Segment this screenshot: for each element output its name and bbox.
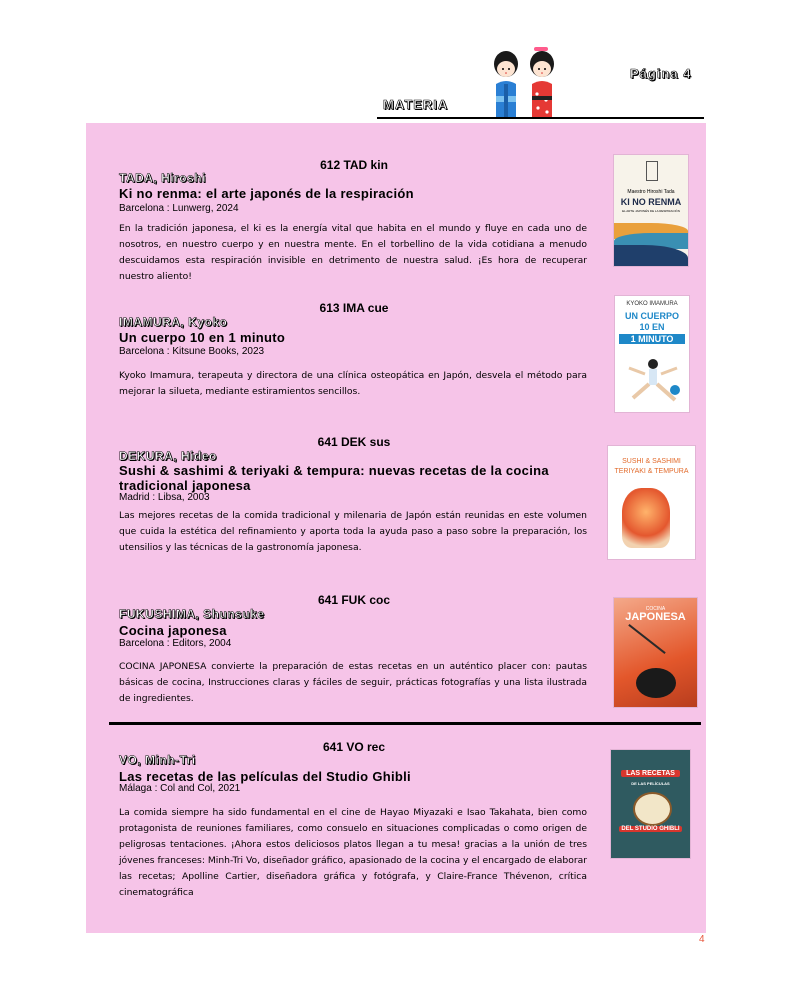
cover-text: Maestro Hiroshi Tada xyxy=(627,189,675,195)
publication-info: Madrid : Libsa, 2003 xyxy=(119,492,210,503)
cover-text: COCINA xyxy=(645,606,666,612)
call-number: 641 FUK coc xyxy=(317,593,391,607)
book-summary: Kyoko Imamura, terapeuta y directora de una clínica osteopática en Japón, desvela el método para mejorar la silueta, mediante estiramientos sencillos. xyxy=(119,370,587,397)
publication-info: Barcelona : Lunwerg, 2024 xyxy=(119,203,239,214)
section-divider xyxy=(109,722,701,725)
book-cover xyxy=(608,446,695,559)
kokeshi-dolls-illustration xyxy=(488,44,564,120)
page-number: 4 xyxy=(699,934,705,945)
publication-info: Barcelona : Editors, 2004 xyxy=(119,638,232,649)
stretching-figure-illustration xyxy=(623,356,683,408)
call-number: 613 IMA cue xyxy=(319,301,389,315)
publication-info: Málaga : Col and Col, 2021 xyxy=(119,783,241,794)
kokeshi-doll-blue xyxy=(494,51,518,118)
call-number: 612 TAD kin xyxy=(320,158,388,172)
cover-text: UN CUERPO xyxy=(624,311,679,321)
kokeshi-doll-red xyxy=(530,47,554,118)
cover-text: KYOKO IMAMURA xyxy=(626,301,678,307)
cover-text: 10 EN xyxy=(639,322,665,332)
book-cover xyxy=(611,750,690,858)
book-summary: En la tradición japonesa, el ki es la energía vital que habita en el mundo y fluye en cada uno de nosotros, en nuestro cuerpo y en nuestra mente. En el torbellino de la vida cotidiana a menudo descuidamos esta respiración invisible en detrimento de nuestra salud. ¡Es hora de recuperar nuestro aliento! xyxy=(119,223,587,282)
cover-text: 1 MINUTO xyxy=(619,334,685,344)
book-title: Un cuerpo 10 en 1 minuto xyxy=(119,330,286,345)
cover-text: JAPONESA xyxy=(625,611,686,623)
author-name: DEKURA, Hideo xyxy=(119,449,217,463)
book-title: Las recetas de las películas del Studio Ghibli xyxy=(119,769,411,784)
cover-text: DEL STUDIO GHIBLI xyxy=(619,826,682,832)
section-heading: MATERIA xyxy=(383,97,449,112)
cover-text: SUSHI & SASHIMI xyxy=(622,458,681,465)
call-number: 641 VO rec xyxy=(322,740,386,754)
author-name: TADA, Hiroshi xyxy=(119,171,206,185)
book-summary: Las mejores recetas de la comida tradicional y milenaria de Japón están reunidas en este volumen que cuida la estética del refinamiento y aporta toda la ayuda paso a paso sobre la preparación, los utensilios y las técnicas de la gastronomía japonesa. xyxy=(119,510,587,553)
author-name: VO, Minh-Tri xyxy=(119,753,196,767)
book-summary: COCINA JAPONESA convierte la preparación de estas recetas en un auténtico placer con: pautas básicas de cocina, Instrucciones claras y fáciles de seguir, prácticas fotografías y una lista ilustrada de ingredientes. xyxy=(119,661,587,704)
cover-text: DE LAS PELÍCULAS xyxy=(631,781,670,786)
header-rule xyxy=(377,117,704,119)
book-cover xyxy=(615,296,689,412)
cover-text: KI NO RENMA xyxy=(620,197,682,207)
author-name: FUKUSHIMA, Shunsuke xyxy=(119,607,265,621)
page-label: Página 4 xyxy=(630,66,692,81)
publication-info: Barcelona : Kitsune Books, 2023 xyxy=(119,346,265,357)
book-cover xyxy=(614,155,688,266)
cover-text: LAS RECETAS xyxy=(621,770,680,777)
book-cover xyxy=(614,598,697,707)
cover-text: TERIYAKI & TEMPURA xyxy=(614,468,689,475)
book-title: Ki no renma: el arte japonés de la respiración xyxy=(119,186,414,201)
book-summary: La comida siempre ha sido fundamental en el cine de Hayao Miyazaki e Isao Takahata, bien como protagonista de reuniones familiares, como consuelo en situaciones complicadas o como origen de peligrosas tentaciones. ¡Ahora estos deliciosos platos llegan a tu mesa! gracias a la unión de tres jóvenes franceses: Minh-Tri Vo, diseñador gráfico, apasionado de la cocina y el encargado de elaborar las recetas; Apolline Cartier, diseñadora gráfica y fotógrafa, y Claire-France Thévenon, crítica cinematográfica xyxy=(119,807,587,898)
book-title: Cocina japonesa xyxy=(119,623,227,638)
cover-text: EL ARTE JAPONÉS DE LA RESPIRACIÓN xyxy=(622,209,680,213)
call-number: 641 DEK sus xyxy=(317,435,391,449)
author-name: IMAMURA, Kyoko xyxy=(119,315,228,329)
book-title: Sushi & sashimi & teriyaki & tempura: nuevas recetas de la cocina tradicional japonesa xyxy=(119,463,549,493)
